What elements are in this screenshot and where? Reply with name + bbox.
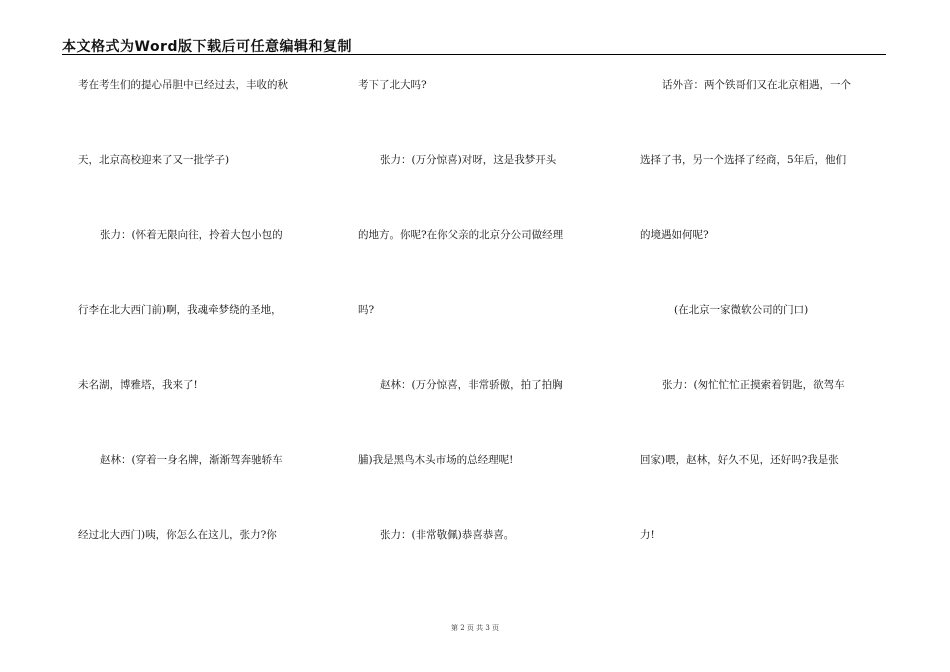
text-column-3 [640,76,894,601]
document-header-title: 本文格式为Word版下载后可任意编辑和复制 [62,39,352,55]
text-column-1 [78,76,332,601]
column-2-line-5: 赵林：(万分惊喜，非常骄傲，拍了拍胸 [380,379,563,391]
column-3-line-3: 的境遇如何呢? [640,229,709,241]
column-2-line-1: 考下了北大吗? [358,79,427,91]
column-1-line-1: 考在考生们的提心吊胆中已经过去，丰收的秋 [78,79,288,91]
column-1-line-3: 张力：(怀着无限向往，拎着大包小包的 [100,229,283,241]
column-3-line-2: 选择了书，另一个选择了经商，5年后，他们 [640,154,847,166]
text-column-2 [358,76,612,601]
column-2-line-4: 吗? [358,304,375,316]
column-3-line-6: 回家)喂，赵林，好久不见，还好吗?我是张 [640,454,839,466]
column-3-line-4: (在北京一家微软公司的门口) [674,304,809,316]
column-1-line-6: 赵林：(穿着一身名牌，渐渐驾奔驰轿车 [100,454,283,466]
column-1-line-7: 经过北大西门)咦，你怎么在这儿，张力?你 [78,529,277,541]
page-number-footer: 第 2 页 共 3 页 [450,624,500,632]
column-3-line-1: 话外音：两个铁哥们又在北京相遇，一个 [662,79,851,91]
column-2-line-7: 张力：(非常敬佩)恭喜恭喜。 [380,529,515,541]
column-2-line-6: 脯)我是黑鸟木头市场的总经理呢! [358,454,514,466]
column-3-line-5: 张力：(匆忙忙忙正摸索着钥匙，欲驾车 [662,379,845,391]
column-3-line-7: 力! [640,529,655,541]
column-2-line-2: 张力：(万分惊喜)对呀，这是我梦开头 [380,154,557,166]
column-2-line-3: 的地方。你呢?在你父亲的北京分公司做经理 [358,229,564,241]
column-1-line-2: 天，北京高校迎来了又一批学子) [78,154,230,166]
column-1-line-4: 行李在北大西门前)啊，我魂牵梦绕的圣地， [78,304,282,316]
header-divider [62,54,886,55]
column-1-line-5: 未名湖，博雅塔，我来了! [78,379,198,391]
